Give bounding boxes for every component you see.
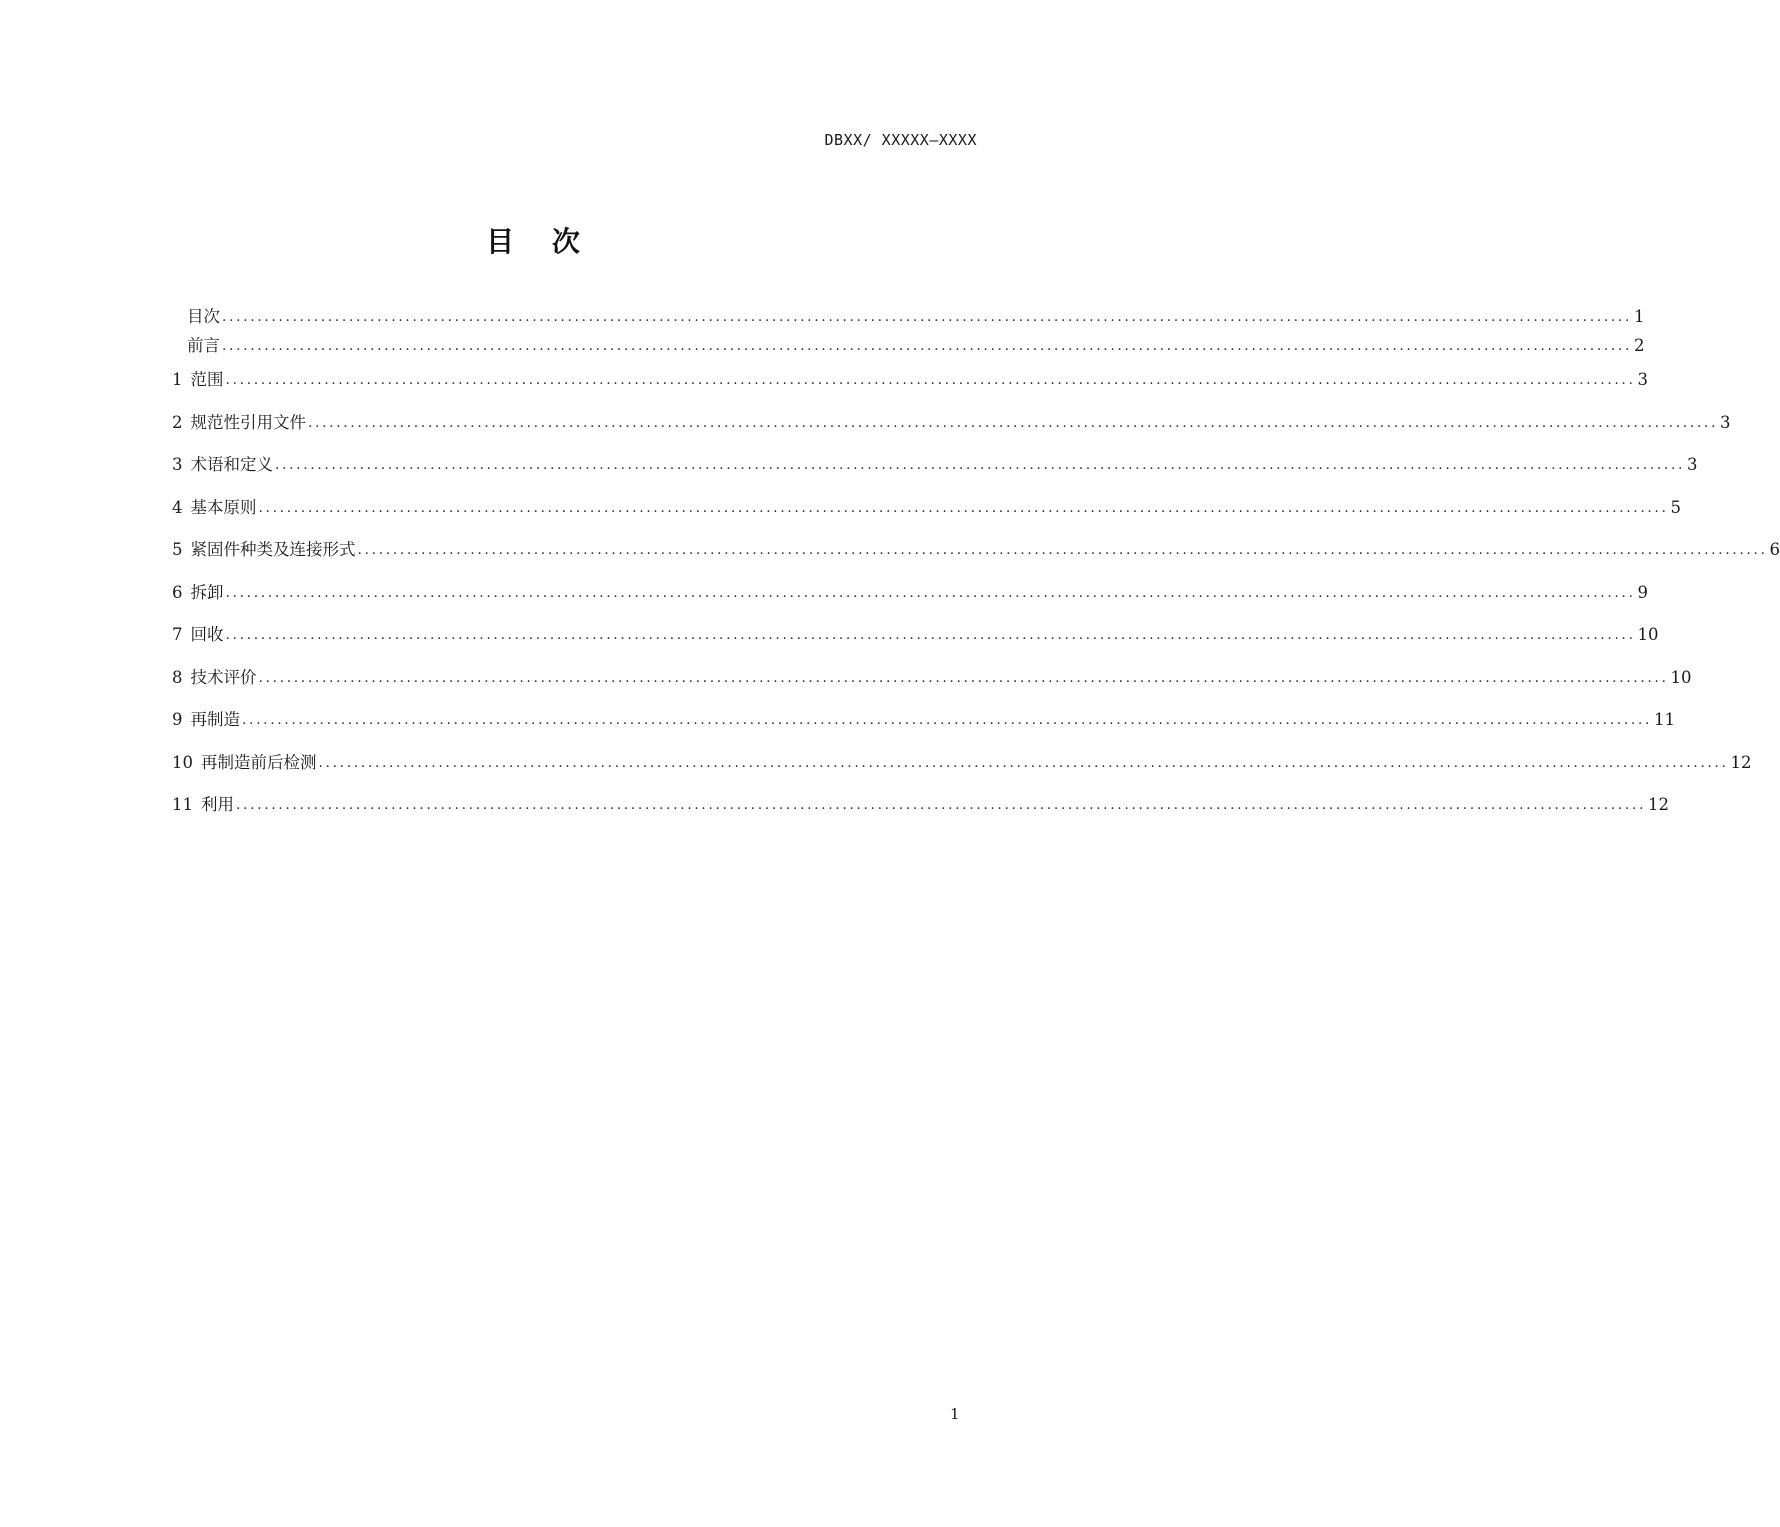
- toc-entry-page: 10: [1670, 668, 1692, 687]
- toc-entry-label: 目次: [187, 307, 220, 326]
- toc-entry[interactable]: [187, 302, 1645, 328]
- toc-entry-number: 3: [172, 455, 183, 474]
- toc-entry-number: 8: [172, 668, 183, 687]
- toc-entry[interactable]: [172, 705, 1676, 731]
- toc-entry-number: 10: [172, 753, 193, 772]
- toc-entry[interactable]: [172, 748, 1752, 774]
- toc-entry[interactable]: [172, 493, 1682, 519]
- toc-entry-label: 术语和定义: [190, 455, 273, 474]
- toc-leader-dots: ........................................................................................................................................................................................................: [258, 500, 1669, 516]
- toc-entry-page: 12: [1648, 795, 1670, 814]
- toc-entry-page: 5: [1670, 498, 1682, 517]
- toc-entry[interactable]: [172, 365, 1649, 391]
- toc-entry-page: 3: [1687, 455, 1698, 474]
- toc-entry-label: 规范性引用文件: [190, 413, 306, 432]
- toc-entry-label: 再制造: [190, 710, 240, 729]
- toc-leader-dots: ........................................................................................................................................................................................................: [222, 309, 1633, 325]
- toc-entry-number: 1: [172, 370, 183, 389]
- toc-entry-number: 4: [172, 498, 183, 517]
- toc-leader-dots: ........................................................................................................................................................................................................: [242, 712, 1653, 728]
- toc-entry-page: 2: [1634, 336, 1645, 355]
- toc-entry-label: 再制造前后检测: [201, 753, 317, 772]
- toc-entry-number: 9: [172, 710, 183, 729]
- toc-entry[interactable]: [172, 578, 1649, 604]
- toc-entry-label: 技术评价: [190, 668, 257, 687]
- toc-leader-dots: ........................................................................................................................................................................................................: [236, 797, 1647, 813]
- toc-entry[interactable]: [172, 620, 1659, 646]
- toc-entry-label: 回收: [190, 625, 224, 644]
- document-code: DBXX/ XXXXX—XXXX: [824, 131, 977, 149]
- toc-entry-number: 7: [172, 625, 183, 644]
- toc-leader-dots: ........................................................................................................................................................................................................: [318, 755, 1729, 771]
- toc-entry-number: 11: [172, 795, 193, 814]
- toc-entry-label: 范围: [190, 370, 224, 389]
- toc-leader-dots: ........................................................................................................................................................................................................: [258, 670, 1669, 686]
- toc-leader-dots: ........................................................................................................................................................................................................: [275, 457, 1686, 473]
- toc-entry[interactable]: [172, 408, 1731, 434]
- toc-leader-dots: ........................................................................................................................................................................................................: [222, 338, 1633, 354]
- toc-entry-label: 利用: [201, 795, 234, 814]
- toc-entry[interactable]: [187, 331, 1645, 357]
- toc-entry-page: 12: [1730, 753, 1752, 772]
- toc-entry-label: 基本原则: [190, 498, 257, 517]
- toc-entry[interactable]: [172, 450, 1698, 476]
- toc-entry-page: 11: [1654, 710, 1676, 729]
- toc-entry-label: 前言: [187, 336, 220, 355]
- toc-entry-label: 拆卸: [190, 583, 224, 602]
- toc-entry-number: 2: [172, 413, 183, 432]
- toc-title: 目 次: [486, 225, 594, 258]
- page-number: 1: [950, 1405, 960, 1423]
- toc-entry-page: 6: [1769, 540, 1780, 559]
- toc-leader-dots: ........................................................................................................................................................................................................: [308, 415, 1719, 431]
- toc-leader-dots: ........................................................................................................................................................................................................: [225, 627, 1636, 643]
- toc-entry[interactable]: [172, 535, 1780, 561]
- toc-entry-page: 10: [1637, 625, 1659, 644]
- toc-entry-page: 3: [1720, 413, 1731, 432]
- toc-entry[interactable]: [172, 663, 1692, 689]
- toc-entry-page: 9: [1637, 583, 1649, 602]
- toc-entry-page: 3: [1637, 370, 1649, 389]
- toc-entry-number: 5: [172, 540, 183, 559]
- toc-entry-label: 紧固件种类及连接形式: [190, 540, 356, 559]
- toc-entry-page: 1: [1634, 307, 1645, 326]
- toc-entry[interactable]: [172, 790, 1670, 816]
- toc-leader-dots: ........................................................................................................................................................................................................: [357, 542, 1768, 558]
- toc-leader-dots: ........................................................................................................................................................................................................: [225, 585, 1636, 601]
- toc-leader-dots: ........................................................................................................................................................................................................: [225, 372, 1636, 388]
- toc-entry-number: 6: [172, 583, 183, 602]
